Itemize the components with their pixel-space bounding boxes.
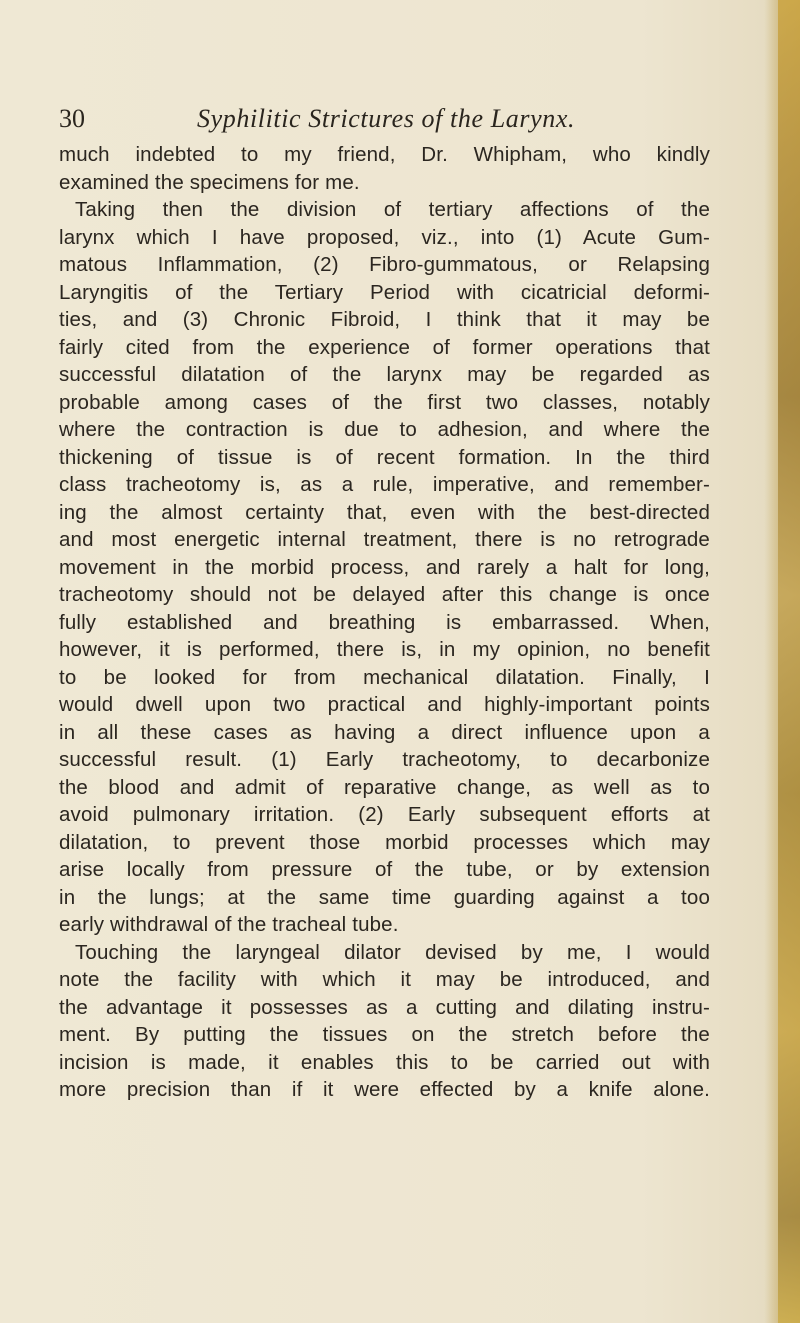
text-line: Taking then the division of tertiary affections of the [75,198,710,221]
text-line: Laryngitis of the Tertiary Period with cicatricial deformi- [59,280,710,304]
text-line: the advantage it possesses as a cutting and dilating instru- [59,995,710,1019]
text-line: where the contraction is due to adhesion, and where the [59,418,710,441]
body-text [59,141,710,1104]
text-line: the blood and admit of reparative change, as well as to [59,775,710,799]
page-edge-shadow [764,0,778,1323]
text-line: in all these cases as having a direct influence upon a [59,720,710,744]
text-line: matous Inflammation, (2) Fibro-gummatous, or Relapsing [59,253,710,276]
text-line: thickening of tissue is of recent formation. In the third [59,445,710,469]
running-title: Syphilitic Strictures of the Larynx. [197,104,576,133]
text-line: and most energetic internal treatment, there is no retrograde [59,528,710,551]
text-line: arise locally from pressure of the tube, or by extension [59,858,710,881]
text-line: successful result. (1) Early tracheotomy, to decarbonize [59,748,710,771]
text-line: tracheotomy should not be delayed after this change is once [59,583,710,606]
text-line: would dwell upon two practical and highly-important points [59,693,710,716]
text-line: early withdrawal of the tracheal tube. [59,913,399,936]
text-line: avoid pulmonary irritation. (2) Early subsequent efforts at [59,803,710,826]
text-line: successful dilatation of the larynx may be regarded as [59,363,710,386]
text-line: fully established and breathing is embarrassed. When, [59,610,710,634]
running-head [59,101,719,137]
text-line: more precision than if it were effected by a knife alone. [59,1078,710,1101]
paragraph-1 [59,141,710,196]
text-line: fairly cited from the experience of former operations that [59,335,710,359]
text-line: note the facility with which it may be introduced, and [59,968,710,991]
paragraph-3 [59,939,710,1104]
text-line: class tracheotomy is, as a rule, imperative, and remember- [59,473,710,496]
text-line: probable among cases of the first two classes, notably [59,390,710,414]
text-line: incision is made, it enables this to be carried out with [59,1050,710,1074]
text-line: examined the specimens for me. [59,170,360,194]
paragraph-2 [59,196,710,939]
text-line: much indebted to my friend, Dr. Whipham, who kindly [59,143,710,166]
page-edge-stain [778,0,800,1323]
page-number: 30 [59,104,85,133]
text-line: movement in the morbid process, and rarely a halt for long, [59,555,710,579]
text-line: however, it is performed, there is, in my opinion, no benefit [59,638,710,661]
text-line: in the lungs; at the same time guarding against a too [59,885,710,909]
text-line: Touching the laryngeal dilator devised by me, I would [75,940,710,964]
text-line: ties, and (3) Chronic Fibroid, I think that it may be [59,308,710,331]
text-line: ing the almost certainty that, even with the best-directed [59,500,710,524]
text-line: to be looked for from mechanical dilatation. Finally, I [59,665,710,689]
text-line: dilatation, to prevent those morbid processes which may [59,830,710,854]
text-line: ment. By putting the tissues on the stretch before the [59,1023,710,1046]
text-line: larynx which I have proposed, viz., into (1) Acute Gum- [59,225,710,249]
